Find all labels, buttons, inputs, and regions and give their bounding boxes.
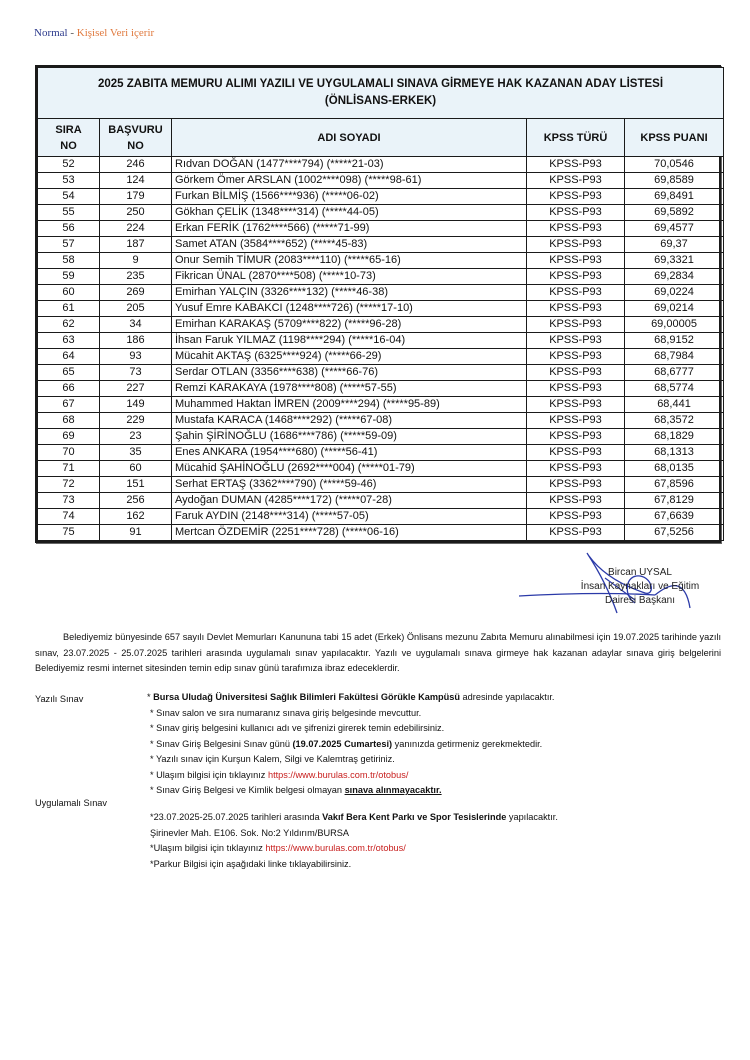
- cell-basvuru-no: 256: [100, 493, 172, 509]
- cell-basvuru-no: 187: [100, 237, 172, 253]
- cell-adi-soyadi: Furkan BİLMİŞ (1566****936) (*****06-02): [172, 189, 527, 205]
- classification-level: Normal: [34, 27, 68, 39]
- table-row: [38, 381, 724, 397]
- cell-kpss-turu: KPSS-P93: [527, 157, 625, 173]
- table-row: [38, 477, 724, 493]
- table-row: [38, 173, 724, 189]
- table-row: [38, 317, 724, 333]
- cell-basvuru-no: 91: [100, 525, 172, 541]
- cell-basvuru-no: 269: [100, 285, 172, 301]
- written-exam-label: Yazılı Sınav: [35, 694, 84, 704]
- cell-kpss-turu: KPSS-P93: [527, 221, 625, 237]
- cell-basvuru-no: 60: [100, 461, 172, 477]
- cell-adi-soyadi: Mertcan ÖZDEMİR (2251****728) (*****06-16): [172, 525, 527, 541]
- signature-block: [560, 566, 720, 608]
- cell-basvuru-no: 151: [100, 477, 172, 493]
- signatory-name: Bircan UYSAL: [608, 567, 672, 578]
- written-exam-line5: * Yazılı sınav için Kurşun Kalem, Silgi ve Kalemtraş getiriniz.: [150, 754, 395, 764]
- cell-kpss-turu: KPSS-P93: [527, 237, 625, 253]
- cell-kpss-puani: 68,1313: [625, 445, 724, 461]
- cell-sira-no: 62: [38, 317, 100, 333]
- table-row: [38, 301, 724, 317]
- cell-basvuru-no: 162: [100, 509, 172, 525]
- cell-basvuru-no: 124: [100, 173, 172, 189]
- cell-sira-no: 71: [38, 461, 100, 477]
- cell-kpss-puani: 67,8129: [625, 493, 724, 509]
- cell-kpss-turu: KPSS-P93: [527, 301, 625, 317]
- table-row: [38, 461, 724, 477]
- table-row: [38, 349, 724, 365]
- table-row: [38, 397, 724, 413]
- cell-adi-soyadi: Mustafa KARACA (1468****292) (*****67-08): [172, 413, 527, 429]
- classification-separator: -: [67, 27, 77, 39]
- cell-kpss-turu: KPSS-P93: [527, 173, 625, 189]
- cell-basvuru-no: 246: [100, 157, 172, 173]
- practical-exam-line1: *23.07.2025-25.07.2025 tarihleri arasında Vakıf Bera Kent Parkı ve Spor Tesislerinde yapılacaktır.: [150, 812, 558, 822]
- practical-exam-details: [150, 810, 558, 872]
- classification-pii: Kişisel Veri içerir: [76, 27, 155, 39]
- table-body: [38, 157, 724, 541]
- cell-basvuru-no: 149: [100, 397, 172, 413]
- cell-kpss-puani: 68,7984: [625, 349, 724, 365]
- cell-kpss-turu: KPSS-P93: [527, 397, 625, 413]
- cell-sira-no: 73: [38, 493, 100, 509]
- cell-adi-soyadi: Mücahid ŞAHİNOĞLU (2692****004) (*****01-79): [172, 461, 527, 477]
- cell-adi-soyadi: Muhammed Haktan İMREN (2009****294) (*****95-89): [172, 397, 527, 413]
- cell-kpss-turu: KPSS-P93: [527, 509, 625, 525]
- cell-sira-no: 65: [38, 365, 100, 381]
- cell-basvuru-no: 73: [100, 365, 172, 381]
- written-exam-line7: * Sınav Giriş Belgesi ve Kimlik belgesi olmayan sınava alınmayacaktır.: [150, 785, 442, 795]
- cell-basvuru-no: 34: [100, 317, 172, 333]
- cell-kpss-turu: KPSS-P93: [527, 461, 625, 477]
- cell-sira-no: 53: [38, 173, 100, 189]
- cell-kpss-turu: KPSS-P93: [527, 317, 625, 333]
- table-row: [38, 445, 724, 461]
- cell-adi-soyadi: Fikrican ÜNAL (2870****508) (*****10-73): [172, 269, 527, 285]
- written-exam-line6: * Ulaşım bilgisi için tıklayınız https://www.burulas.com.tr/otobus/: [150, 769, 409, 780]
- cell-kpss-puani: 69,0214: [625, 301, 724, 317]
- cell-sira-no: 61: [38, 301, 100, 317]
- written-exam-line2: * Sınav salon ve sıra numaranız sınava giriş belgesinde mevcuttur.: [150, 707, 422, 718]
- cell-kpss-turu: KPSS-P93: [527, 269, 625, 285]
- table-row: [38, 365, 724, 381]
- cell-kpss-turu: KPSS-P93: [527, 205, 625, 221]
- cell-basvuru-no: 229: [100, 413, 172, 429]
- cell-sira-no: 70: [38, 445, 100, 461]
- cell-adi-soyadi: Rıdvan DOĞAN (1477****794) (*****21-03): [172, 157, 527, 173]
- cell-kpss-turu: KPSS-P93: [527, 285, 625, 301]
- cell-sira-no: 57: [38, 237, 100, 253]
- cell-basvuru-no: 224: [100, 221, 172, 237]
- cell-basvuru-no: 205: [100, 301, 172, 317]
- cell-sira-no: 66: [38, 381, 100, 397]
- cell-sira-no: 54: [38, 189, 100, 205]
- cell-sira-no: 55: [38, 205, 100, 221]
- cell-kpss-puani: 69,5892: [625, 205, 724, 221]
- cell-sira-no: 59: [38, 269, 100, 285]
- cell-adi-soyadi: Şahin ŞİRİNOĞLU (1686****786) (*****59-09): [172, 429, 527, 445]
- cell-sira-no: 67: [38, 397, 100, 413]
- cell-kpss-puani: 67,8596: [625, 477, 724, 493]
- table-row: [38, 493, 724, 509]
- cell-kpss-puani: 69,8491: [625, 189, 724, 205]
- table-row: [38, 525, 724, 541]
- cell-kpss-puani: 69,37: [625, 237, 724, 253]
- cell-kpss-turu: KPSS-P93: [527, 189, 625, 205]
- candidate-table: [35, 65, 721, 543]
- cell-adi-soyadi: Emirhan KARAKAŞ (5709****822) (*****96-28): [172, 317, 527, 333]
- cell-kpss-puani: 69,8589: [625, 173, 724, 189]
- col-header-kpss-puani: KPSS PUANI: [625, 119, 724, 157]
- cell-adi-soyadi: Emirhan YALÇIN (3326****132) (*****46-38): [172, 285, 527, 301]
- cell-kpss-turu: KPSS-P93: [527, 333, 625, 349]
- cell-sira-no: 64: [38, 349, 100, 365]
- cell-adi-soyadi: Serdar OTLAN (3356****638) (*****66-76): [172, 365, 527, 381]
- cell-basvuru-no: 23: [100, 429, 172, 445]
- written-exam-location: * Bursa Uludağ Üniversitesi Sağlık Bilimleri Fakültesi Görükle Kampüsü adresinde yapılacaktır.: [147, 692, 555, 702]
- table-row: [38, 253, 724, 269]
- cell-sira-no: 63: [38, 333, 100, 349]
- cell-adi-soyadi: Remzi KARAKAYA (1978****808) (*****57-55): [172, 381, 527, 397]
- cell-kpss-puani: 69,0224: [625, 285, 724, 301]
- cell-adi-soyadi: Erkan FERİK (1762****566) (*****71-99): [172, 221, 527, 237]
- table-title-line1: 2025 ZABITA MEMURU ALIMI YAZILI VE UYGULAMALI SINAVA GİRMEYE HAK KAZANAN ADAY LİSTESİ: [97, 78, 664, 90]
- written-exam-line3: * Sınav giriş belgesini kullanıcı adı ve şifrenizi girerek temin edebilirsiniz.: [150, 723, 445, 733]
- table-row: [38, 205, 724, 221]
- table-row: [38, 221, 724, 237]
- signatory-title-line1: İnsan Kaynakları ve Eğitim: [580, 581, 700, 592]
- cell-adi-soyadi: Enes ANKARA (1954****680) (*****56-41): [172, 445, 527, 461]
- cell-kpss-turu: KPSS-P93: [527, 413, 625, 429]
- cell-basvuru-no: 179: [100, 189, 172, 205]
- table-row: [38, 237, 724, 253]
- cell-adi-soyadi: Samet ATAN (3584****652) (*****45-83): [172, 237, 527, 253]
- cell-basvuru-no: 35: [100, 445, 172, 461]
- practical-exam-line4: *Parkur Bilgisi için aşağıdaki linke tıklayabilirsiniz.: [150, 858, 352, 869]
- cell-kpss-puani: 67,5256: [625, 525, 724, 541]
- cell-adi-soyadi: Serhat ERTAŞ (3362****790) (*****59-46): [172, 477, 527, 493]
- table-row: [38, 189, 724, 205]
- cell-sira-no: 69: [38, 429, 100, 445]
- cell-kpss-turu: KPSS-P93: [527, 493, 625, 509]
- cell-adi-soyadi: Mücahit AKTAŞ (6325****924) (*****66-29): [172, 349, 527, 365]
- practical-exam-line3: *Ulaşım bilgisi için tıklayınız https://www.burulas.com.tr/otobus/: [150, 843, 406, 853]
- table-row: [38, 157, 724, 173]
- cell-sira-no: 72: [38, 477, 100, 493]
- cell-sira-no: 68: [38, 413, 100, 429]
- table-title-line2: (ÖNLİSANS-ERKEK): [324, 95, 437, 107]
- written-exam-details: [147, 690, 554, 799]
- cell-kpss-puani: 69,00005: [625, 317, 724, 333]
- cell-sira-no: 56: [38, 221, 100, 237]
- cell-sira-no: 52: [38, 157, 100, 173]
- cell-kpss-turu: KPSS-P93: [527, 349, 625, 365]
- col-header-basvuru-no: BAŞVURU NO: [100, 119, 172, 157]
- transport-link[interactable]: https://www.burulas.com.tr/otobus/: [267, 769, 409, 780]
- table-title: [38, 68, 724, 119]
- cell-kpss-turu: KPSS-P93: [527, 525, 625, 541]
- practical-exam-label: Uygulamalı Sınav: [35, 798, 108, 808]
- cell-kpss-turu: KPSS-P93: [527, 445, 625, 461]
- cell-adi-soyadi: Aydoğan DUMAN (4285****172) (*****07-28): [172, 493, 527, 509]
- table-row: [38, 285, 724, 301]
- col-header-adi-soyadi: ADI SOYADI: [172, 119, 527, 157]
- col-header-sira-no: SIRA NO: [38, 119, 100, 157]
- cell-sira-no: 75: [38, 525, 100, 541]
- table-row: [38, 509, 724, 525]
- cell-kpss-turu: KPSS-P93: [527, 253, 625, 269]
- cell-kpss-turu: KPSS-P93: [527, 381, 625, 397]
- practical-transport-link[interactable]: https://www.burulas.com.tr/otobus/: [265, 843, 406, 853]
- cell-adi-soyadi: Yusuf Emre KABAKCI (1248****726) (*****17-10): [172, 301, 527, 317]
- cell-kpss-turu: KPSS-P93: [527, 365, 625, 381]
- cell-adi-soyadi: Faruk AYDIN (2148****314) (*****57-05): [172, 509, 527, 525]
- table-row: [38, 333, 724, 349]
- cell-kpss-turu: KPSS-P93: [527, 477, 625, 493]
- cell-kpss-puani: 68,0135: [625, 461, 724, 477]
- cell-kpss-puani: 68,5774: [625, 381, 724, 397]
- cell-kpss-puani: 69,3321: [625, 253, 724, 269]
- cell-basvuru-no: 186: [100, 333, 172, 349]
- table-row: [38, 413, 724, 429]
- cell-kpss-puani: 69,4577: [625, 221, 724, 237]
- cell-kpss-puani: 67,6639: [625, 509, 724, 525]
- cell-kpss-puani: 69,2834: [625, 269, 724, 285]
- cell-adi-soyadi: Onur Semih TİMUR (2083****110) (*****65-16): [172, 253, 527, 269]
- cell-sira-no: 74: [38, 509, 100, 525]
- cell-kpss-turu: KPSS-P93: [527, 429, 625, 445]
- cell-basvuru-no: 235: [100, 269, 172, 285]
- cell-sira-no: 58: [38, 253, 100, 269]
- cell-kpss-puani: 68,1829: [625, 429, 724, 445]
- cell-basvuru-no: 9: [100, 253, 172, 269]
- cell-basvuru-no: 93: [100, 349, 172, 365]
- cell-kpss-puani: 68,9152: [625, 333, 724, 349]
- signatory-title-line2: Dairesi Başkanı: [604, 595, 676, 606]
- cell-kpss-puani: 68,6777: [625, 365, 724, 381]
- practical-exam-address: Şirinevler Mah. E106. Sok. No:2 Yıldırım/BURSA: [150, 827, 349, 838]
- intro-paragraph: Belediyemiz bünyesinde 657 sayılı Devlet Memurları Kanununa tabi 15 adet (Erkek) Önlisans mezunu Zabıta Memuru alınabilmesi için 19.07.2025 tarihinde yazılı sınav, 23.07.2025 - 25.07.2025 tarihleri arasında uygulamalı sınav yapılacaktır. Yazılı ve uygulamalı sınava girmeye hak kazanan adaylar sınava giriş belgelerini Belediyemiz resmi internet sitesinden temin edip sınav günü tarafımıza ibraz edeceklerdir.: [35, 632, 721, 673]
- table-row: [38, 429, 724, 445]
- cell-adi-soyadi: Görkem Ömer ARSLAN (1002****098) (*****98-61): [172, 173, 527, 189]
- cell-basvuru-no: 227: [100, 381, 172, 397]
- col-header-kpss-turu: KPSS TÜRÜ: [527, 119, 625, 157]
- cell-sira-no: 60: [38, 285, 100, 301]
- classification-label: [34, 27, 154, 39]
- cell-adi-soyadi: İhsan Faruk YILMAZ (1198****294) (*****16-04): [172, 333, 527, 349]
- cell-basvuru-no: 250: [100, 205, 172, 221]
- cell-kpss-puani: 70,0546: [625, 157, 724, 173]
- table-row: [38, 269, 724, 285]
- cell-kpss-puani: 68,3572: [625, 413, 724, 429]
- written-exam-line4: * Sınav Giriş Belgesini Sınav günü (19.07.2025 Cumartesi) yanınızda getirmeniz gerekmektedir.: [150, 738, 543, 749]
- cell-kpss-puani: 68,441: [625, 397, 724, 413]
- cell-adi-soyadi: Gökhan ÇELİK (1348****314) (*****44-05): [172, 205, 527, 221]
